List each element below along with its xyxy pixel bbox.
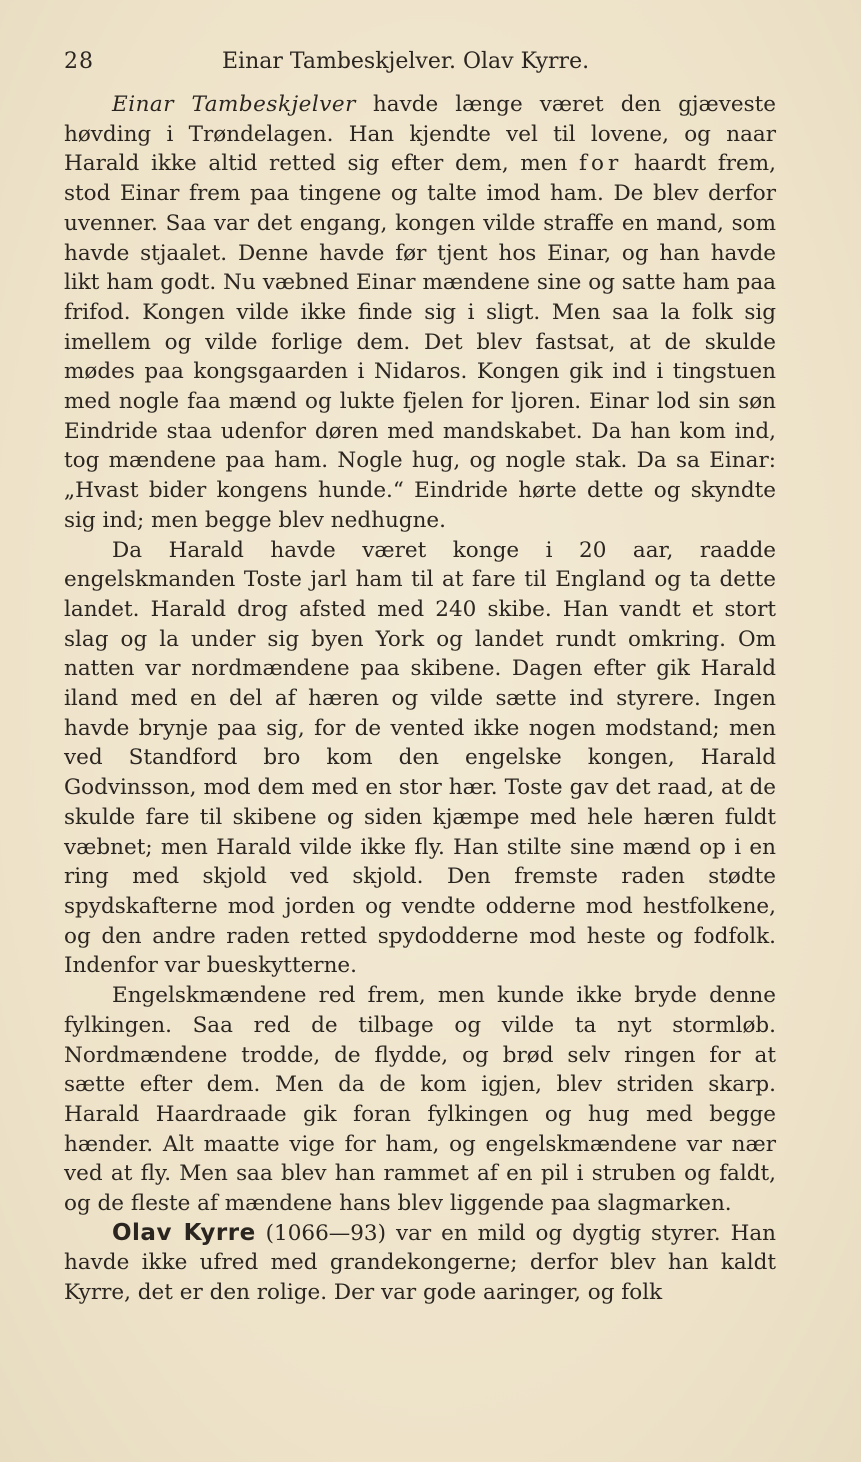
page-header [64, 44, 784, 80]
paragraph-harald-england: Da Harald havde været konge i 20 aar, raadde engelskmanden Toste jarl ham til at fare til England og ta dette landet. Harald drog afsted med 240 skibe. Han vandt et stort slag og la under sig byen York og landet rundt omkring. Om natten var nordmændene paa skibene. Dagen efter gik Harald iland med en del af hæren og vilde sætte ind styrere. Ingen havde brynje paa sig, for de vented ikke nogen modstand; men ved Standford bro kom den engelske kongen, Harald Godvinsson, mod dem med en stor hær. Toste gav det raad, at de skulde fare til skibene og siden kjæmpe med hele hæren fuldt væbnet; men Harald vilde ikke fly. Han stilte sine mænd op i en ring med skjold ved skjold. Den fremste raden stødte spydskafterne mod jorden og vendte odderne mod hestfolkene, og den andre raden retted spydodderne mod heste og fodfolk. Indenfor var bueskytterne. [64, 537, 776, 979]
paragraph-text: havde længe været den gjæveste høvding i Trøndelagen. Han kjendte vel til lovene, og naar Harald ikke altid retted sig efter dem, men [64, 92, 777, 177]
paragraph-text: haardt frem, stod Einar frem paa tingene og talte imod ham. De blev derfor uvenner. Saa var det engang, kongen vilde straffe en mand, som havde stjaalet. Denne havde før tjent hos Einar, og han havde likt ham godt. Nu væbned Einar mændene sine og satte ham paa frifod. Kongen vilde ikke finde sig i sligt. Men saa la folk sig imellem og vilde forlige dem. Det blev fastsat, at de skulde mødes paa kongsgaarden i Nidaros. Kongen gik ind i tingstuen med nogle faa mænd og lukte fjelen for ljoren. Einar lod sin søn Eindride staa udenfor døren med mandskabet. Da han kom ind, tog mændene paa ham. Nogle hug, og nogle stak. Da sa Einar: „Hvast bider kongens hunde.“ Eindride hørte dette og skyndte sig ind; men begge blev nedhugne. [64, 151, 776, 533]
lead-name-bold: Olav Kyrre [112, 1219, 256, 1246]
running-head: Einar Tambeskjelver. Olav Kyrre. [222, 49, 590, 74]
paragraph-text: (1066—93) var en mild og dygtig styrer. Han havde ikke ufred med grandekongerne; derfor blev han kaldt Kyrre, det er den rolige. Der var gode aaringer, og folk [64, 1220, 776, 1306]
paragraph-olav-kyrre [64, 1219, 776, 1308]
body-text [64, 90, 776, 1308]
spaced-word: for [579, 151, 623, 177]
lead-name-italic: Einar Tambeskjelver [112, 92, 356, 117]
page-number: 28 [64, 49, 94, 74]
paragraph-einar [64, 90, 776, 536]
paragraph-battle: Engelskmændene red frem, men kunde ikke bryde denne fylkingen. Saa red de tilbage og vilde ta nyt stormløb. Nordmændene trodde, de flydde, og brød selv ringen for at sætte efter dem. Men da de kom igjen, blev striden skarp. Harald Haardraade gik foran fylkingen og hug med begge hænder. Alt maatte vige for ham, og engelskmændene var nær ved at fly. Men saa blev han rammet af en pil i struben og faldt, og de fleste af mændene hans blev liggende paa slagmarken. [64, 983, 776, 1217]
